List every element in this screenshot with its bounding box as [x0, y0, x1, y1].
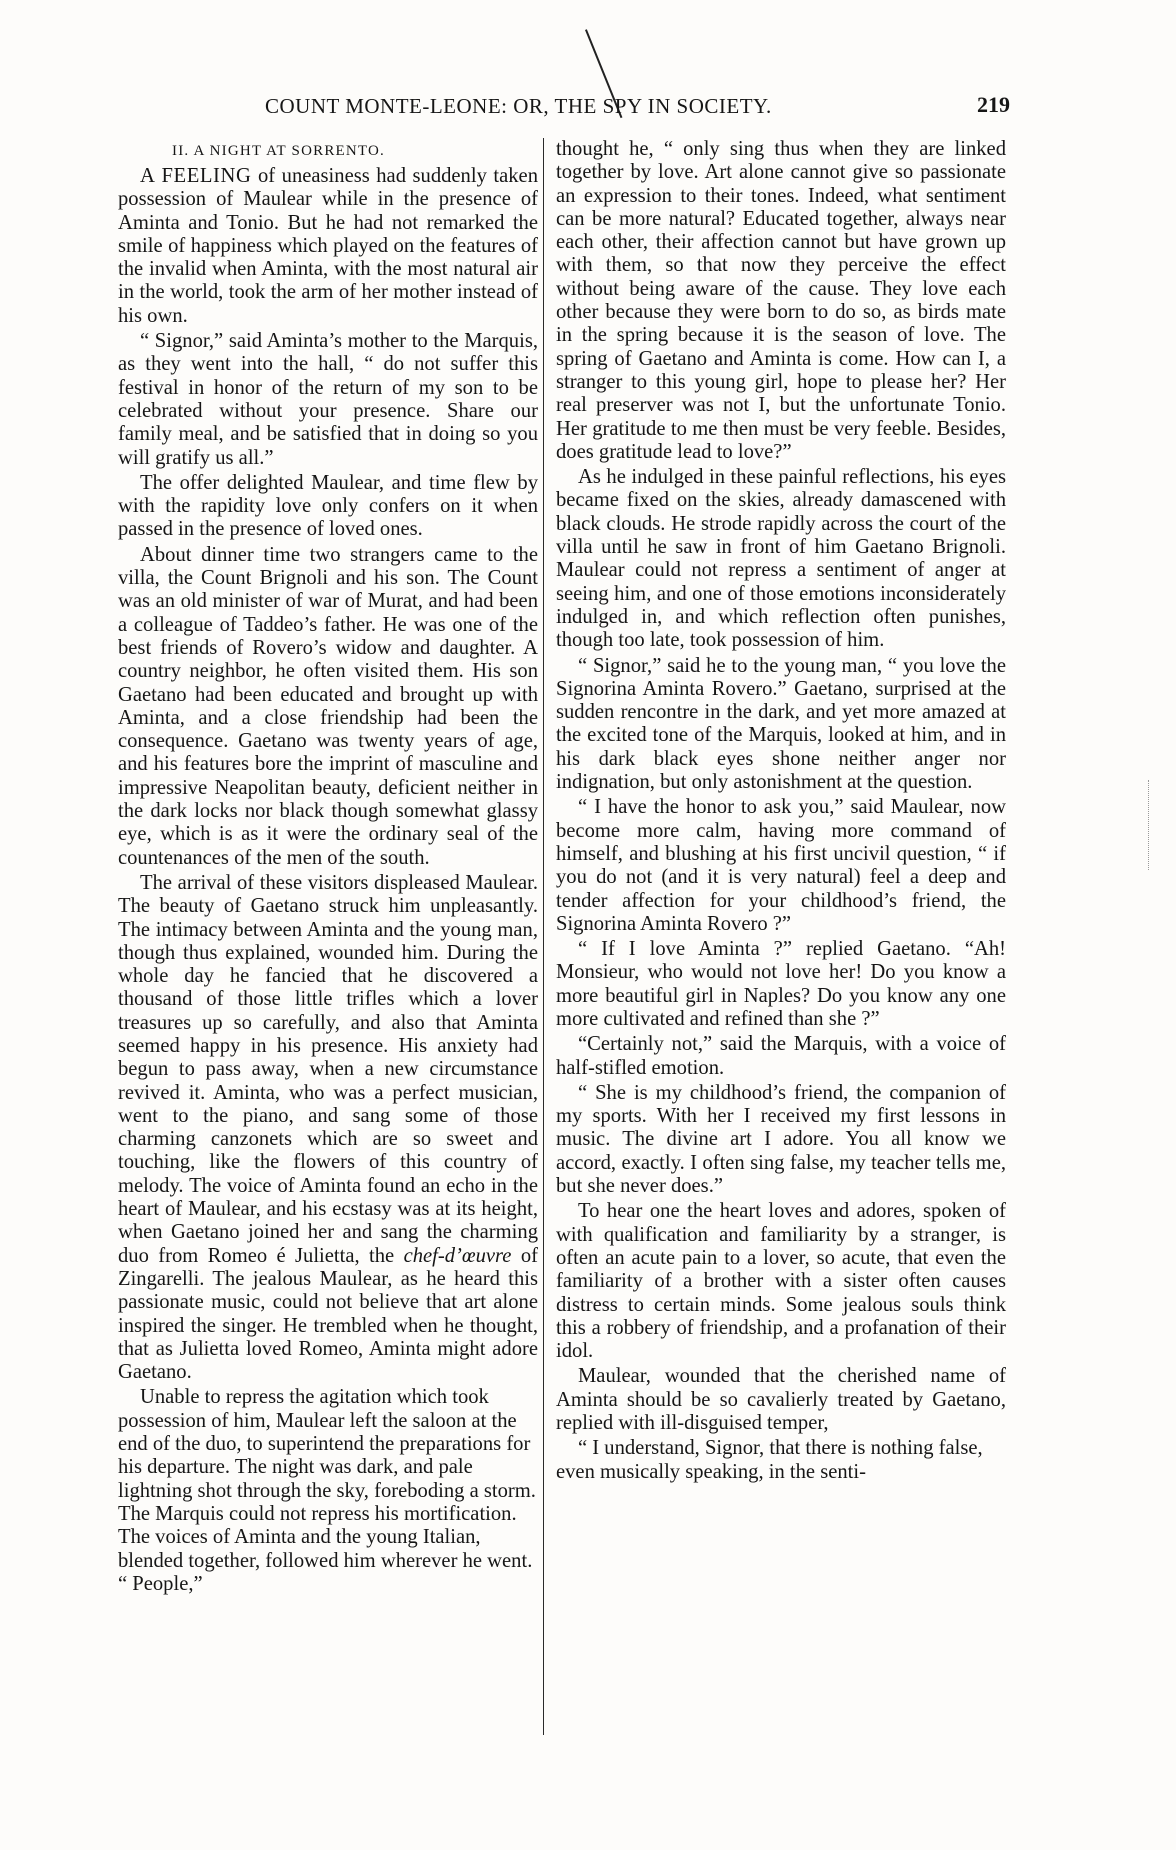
- page-number: 219: [977, 92, 1010, 117]
- paragraph: As he indulged in these painful reflections, his eyes became fixed on the skies, already damascened with black clouds. He strode rapidly across the court of the villa until he saw in front of him Gaetano Brignoli. Maulear could not repress a sentiment of anger at seeing him, and one of those emotions inconsiderately indulged in, and which reflection often punishes, though too late, took possession of him.: [556, 466, 1006, 652]
- paragraph: “ I understand, Signor, that there is nothing false, even musically speaking, in the senti-: [556, 1437, 983, 1483]
- paragraph: The arrival of these visitors displeased Maulear. The beauty of Gaetano struck him unpleasantly. The intimacy between Aminta and the young man, though thus explained, wounded him. During the whole day he fancied that he discovered a thousand of those little trifles which a lover treasures up so carefully, and also that Aminta seemed happy in his presence. His anxiety had begun to pass away, when a new circumstance revived it. Aminta, who was a perfect musician, went to the piano, and sang some of those charming canzonets which are so sweet and touching, like the flowers of this country of melody. The voice of Aminta found an echo in the heart of Maulear, and his ecstasy was at its height, when Gaetano joined her and sang the charming duo from Romeo é Julietta, the chef-d’œuvre of Zingarelli. The jealous Maulear, as he heard this passionate music, could not believe that art alone inspired the singer. He trembled when he thought, that as Julietta loved Romeo, Aminta might adore Gaetano.: [118, 871, 538, 1384]
- paragraph: About dinner time two strangers came to the villa, the Count Brignoli and his son. The Count was an old minister of war of Murat, and had been a colleague of Taddeo’s father. He was one of the best friends of Rovero’s widow and daughter. A country neighbor, he often visited them. His son Gaetano had been educated and brought up with Aminta, and a close friendship had been the consequence. Gaetano was twenty years of age, and his features bore the imprint of masculine and impressive Neapolitan beauty, deficient neither in the dark locks nor black though somewhat glassy eye, which is as it were the ordinary seal of the countenances of the men of the south.: [118, 543, 538, 869]
- section-heading: II. A NIGHT AT SORRENTO.: [172, 143, 385, 159]
- drop-cap-text: A FEELING: [140, 165, 252, 187]
- paragraph: “ Signor,” said he to the young man, “ you love the Signorina Aminta Rovero.” Gaetano, surprised at the sudden rencontre in the dark, and yet more amazed at the excited tone of the Marquis, looked at him, and in his dark black eyes shone neither anger nor indignation, but only astonishment at the question.: [556, 654, 1006, 794]
- margin-marks: [1148, 780, 1151, 870]
- paragraph: Unable to repress the agitation which took possession of him, Maulear left the saloon at the end of the duo, to superintend the preparations for his departure. The night was dark, and pale lightning shot through the sky, foreboding a storm. The Marquis could not repress his mortification. The voices of Aminta and the young Italian, blended together, followed him wherever he went. “ People,”: [118, 1386, 536, 1595]
- paragraph: A FEELING of uneasiness had suddenly taken possession of Maulear while in the presence of Aminta and Tonio. But he had not remarked the smile of happiness which played on the features of the invalid when Aminta, with the most natural air in the world, took the arm of her mother instead of his own.: [118, 165, 538, 327]
- paragraph: thought he, “ only sing thus when they are linked together by love. Art alone cannot give so passionate an expression to their tones. Indeed, what sentiment can be more natural? Educated together, always near each other, their affection cannot but have grown up with them, so that now they perceive the effect without being aware of the cause. They love each other because they were born to do so, as birds mate in the spring because it is the season of love. The spring of Gaetano and Aminta is come. How can I, a stranger to this young girl, hope to please her? Her real preserver was not I, but the unfortunate Tonio. Her gratitude to me then must be very feeble. Besides, does gratitude lead to love?”: [556, 138, 1006, 463]
- left-column: [118, 138, 538, 1598]
- paragraph: Maulear, wounded that the cherished name of Aminta should be so cavalierly treated by Gaetano, replied with ill-disguised temper,: [556, 1365, 1006, 1435]
- paragraph: “ If I love Aminta ?” replied Gaetano. “Ah! Monsieur, who would not love her! Do you know a more beautiful girl in Naples? Do you know any one more cultivated and refined than she ?”: [556, 938, 1006, 1030]
- column-divider: [543, 138, 544, 1735]
- right-column: [556, 138, 1006, 1486]
- paragraph: The offer delighted Maulear, and time flew by with the rapidity love only confers on it when passed in the presence of loved ones.: [118, 471, 538, 541]
- running-title: COUNT MONTE-LEONE: OR, THE SPY IN SOCIETY.: [265, 94, 772, 118]
- paragraph: “ I have the honor to ask you,” said Maulear, now become more calm, having more command of himself, and blushing at his first uncivil question, “ if you do not (and it is very natural) feel a deep and tender affection for your childhood’s friend, the Signorina Aminta Rovero ?”: [556, 796, 1006, 935]
- paragraph: “Certainly not,” said the Marquis, with a voice of half-stifled emotion.: [556, 1033, 1006, 1079]
- page-header: [120, 90, 1010, 126]
- paragraph: To hear one the heart loves and adores, spoken of with qualification and familiarity by a stranger, is often an acute pain to a lover, so acute, that even the familiarity of a brother with a sister often causes distress to certain minds. Some jealous souls think this a robbery of friendship, and a profanation of their idol.: [556, 1200, 1006, 1363]
- paragraph: “ Signor,” said Aminta’s mother to the Marquis, as they went into the hall, “ do not suffer this festival in honor of the return of my son to be celebrated without your presence. Share our family meal, and be satisfied that in doing so you will gratify us all.”: [118, 330, 538, 469]
- paragraph: “ She is my childhood’s friend, the companion of my sports. With her I received my first lessons in music. The divine art I adore. You all know we accord, exactly. I often sing false, my teacher tells me, but she never does.”: [556, 1081, 1006, 1198]
- italic-text: chef-d’œuvre: [403, 1244, 512, 1267]
